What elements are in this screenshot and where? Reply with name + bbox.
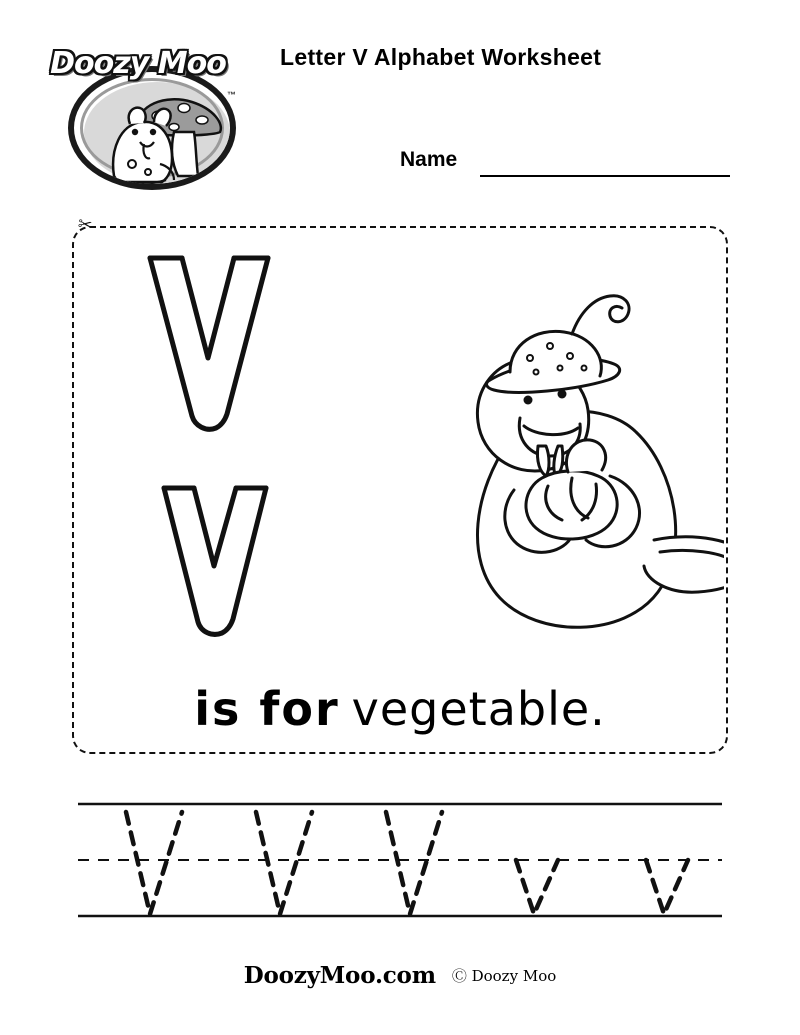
tracing-guides bbox=[78, 798, 722, 922]
footer-copyright: Ⓒ Doozy Moo bbox=[451, 967, 557, 985]
name-input[interactable] bbox=[480, 175, 730, 177]
tracing-letter-3 bbox=[386, 812, 442, 914]
worksheet-card bbox=[72, 226, 728, 754]
doozy-moo-mushroom-mascot-icon bbox=[74, 72, 236, 190]
name-field-row bbox=[400, 148, 730, 182]
tracing-letter-2 bbox=[256, 812, 312, 914]
tracing-letter-1 bbox=[126, 812, 182, 914]
caption bbox=[74, 682, 726, 736]
letter-outlines bbox=[94, 236, 324, 666]
logo-badge bbox=[68, 66, 236, 190]
footer bbox=[0, 962, 800, 989]
logo-trademark: ™ bbox=[227, 90, 236, 100]
walrus-eating-vegetable-icon bbox=[324, 240, 724, 660]
name-label: Name bbox=[400, 148, 458, 171]
footer-site[interactable]: DoozyMoo.com bbox=[243, 962, 436, 989]
caption-prefix: is for bbox=[194, 682, 340, 736]
caption-word: vegetable. bbox=[351, 682, 606, 736]
page-title: Letter V Alphabet Worksheet bbox=[280, 44, 602, 70]
scissors-icon: ✂ bbox=[76, 214, 94, 235]
tracing-letter-4 bbox=[516, 860, 558, 914]
logo-wordmark: Doozy Moo bbox=[50, 46, 226, 81]
tracing-letter-5 bbox=[646, 860, 688, 914]
letter-v-outline-icon bbox=[94, 236, 324, 666]
site-logo bbox=[38, 28, 238, 196]
tracing-practice-area[interactable] bbox=[78, 798, 722, 922]
illustration-walrus-eating-vegetable bbox=[324, 240, 724, 660]
